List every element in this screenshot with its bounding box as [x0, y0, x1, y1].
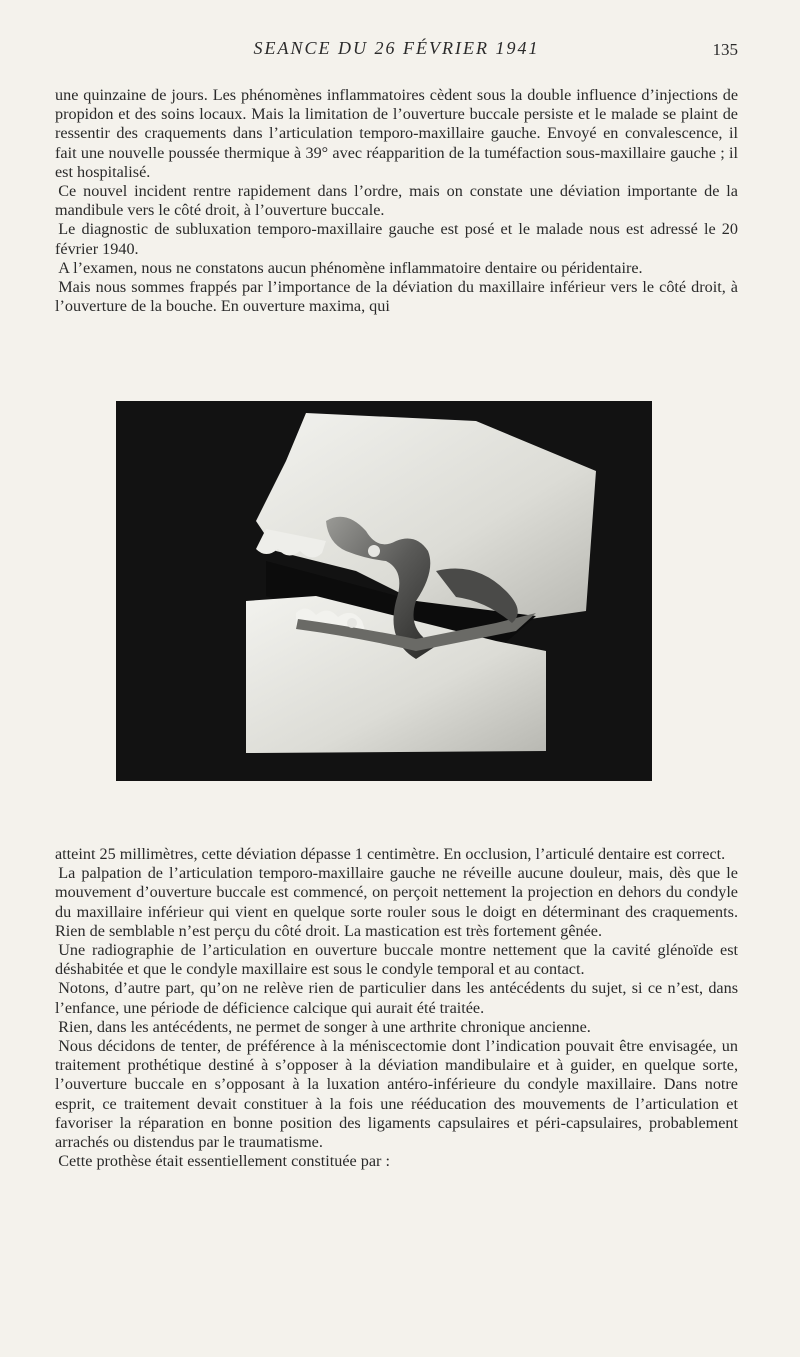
paragraph: Mais nous sommes frappés par l’importance de la déviation du maxillaire inférieur vers le côté droit, à l’ouverture de la bouche. En ouverture maxima, qui: [55, 278, 738, 316]
body-text-top: [55, 86, 738, 316]
paragraph: une quinzaine de jours. Les phénomènes inflammatoires cèdent sous la double influence d’injections de propidon et des soins locaux. Mais la limitation de l’ouverture buccale persiste et le malade se plaint de ressentir des craquements dans l’articulation temporo-maxillaire gauche. Envoyé en convalescence, il fait une nouvelle poussée thermique à 39° avec réapparition de la tuméfaction sous-maxillaire gauche ; il est hospitalisé.: [55, 86, 738, 181]
paragraph: Cette prothèse était essentiellement constituée par :: [58, 1152, 390, 1171]
paragraph: Notons, d’autre part, qu’on ne relève rien de particulier dans les antécédents du sujet, si ce n’est, dans l’enfance, une période de déficience calcique qui aurait été traitée.: [55, 979, 738, 1017]
paragraph: Une radiographie de l’articulation en ouverture buccale montre nettement que la cavité glénoïde est déshabitée et que le condyle maxillaire est sous le condyle temporal et au contact.: [55, 941, 738, 979]
dental-cast-illustration: [116, 401, 652, 781]
paragraph: Nous décidons de tenter, de préférence à la méniscectomie dont l’indication pouvait être envisagée, un traitement prothétique destiné à s’opposer à la déviation mandibulaire et à guider, en quelque sorte, l’ouverture buccale en s’opposant à la luxation antéro-inférieure du condyle maxillaire. Dans notre esprit, ce traitement devait constituer à la fois une rééducation des mouvements de l’articulation et favoriser la réparation en bonne position des ligaments capsulaires et péri-capsulaires, probablement arrachés ou distendus par le traumatisme.: [55, 1037, 738, 1152]
body-text-bottom: [55, 845, 738, 1171]
dental-cast-photograph: [116, 401, 652, 781]
paragraph: La palpation de l’articulation temporo-maxillaire gauche ne réveille aucune douleur, mais, dès que le mouvement d’ouverture buccale est commencé, on perçoit nettement la projection en dehors du condyle du maxillaire inférieur qui vient en quelque sorte rouler sous le doigt en déterminant des craquements. Rien de semblable n’est perçu du côté droit. La mastication est très fortement gênée.: [55, 864, 738, 940]
running-title: SEANCE DU 26 FÉVRIER 1941: [253, 38, 540, 58]
paragraph: Le diagnostic de subluxation temporo-maxillaire gauche est posé et le malade nous est adressé le 20 février 1940.: [55, 220, 738, 258]
paragraph: A l’examen, nous ne constatons aucun phénomène inflammatoire dentaire ou péridentaire.: [58, 258, 643, 277]
paragraph: Ce nouvel incident rentre rapidement dans l’ordre, mais on constate une déviation importante de la mandibule vers le côté droit, à l’ouverture buccale.: [55, 182, 738, 220]
paragraph: Rien, dans les antécédents, ne permet de songer à une arthrite chronique ancienne.: [58, 1017, 591, 1036]
page-number: 135: [712, 40, 738, 59]
paragraph: atteint 25 millimètres, cette déviation dépasse 1 centimètre. En occlusion, l’articulé dentaire est correct.: [55, 845, 726, 863]
running-head: [55, 38, 738, 62]
